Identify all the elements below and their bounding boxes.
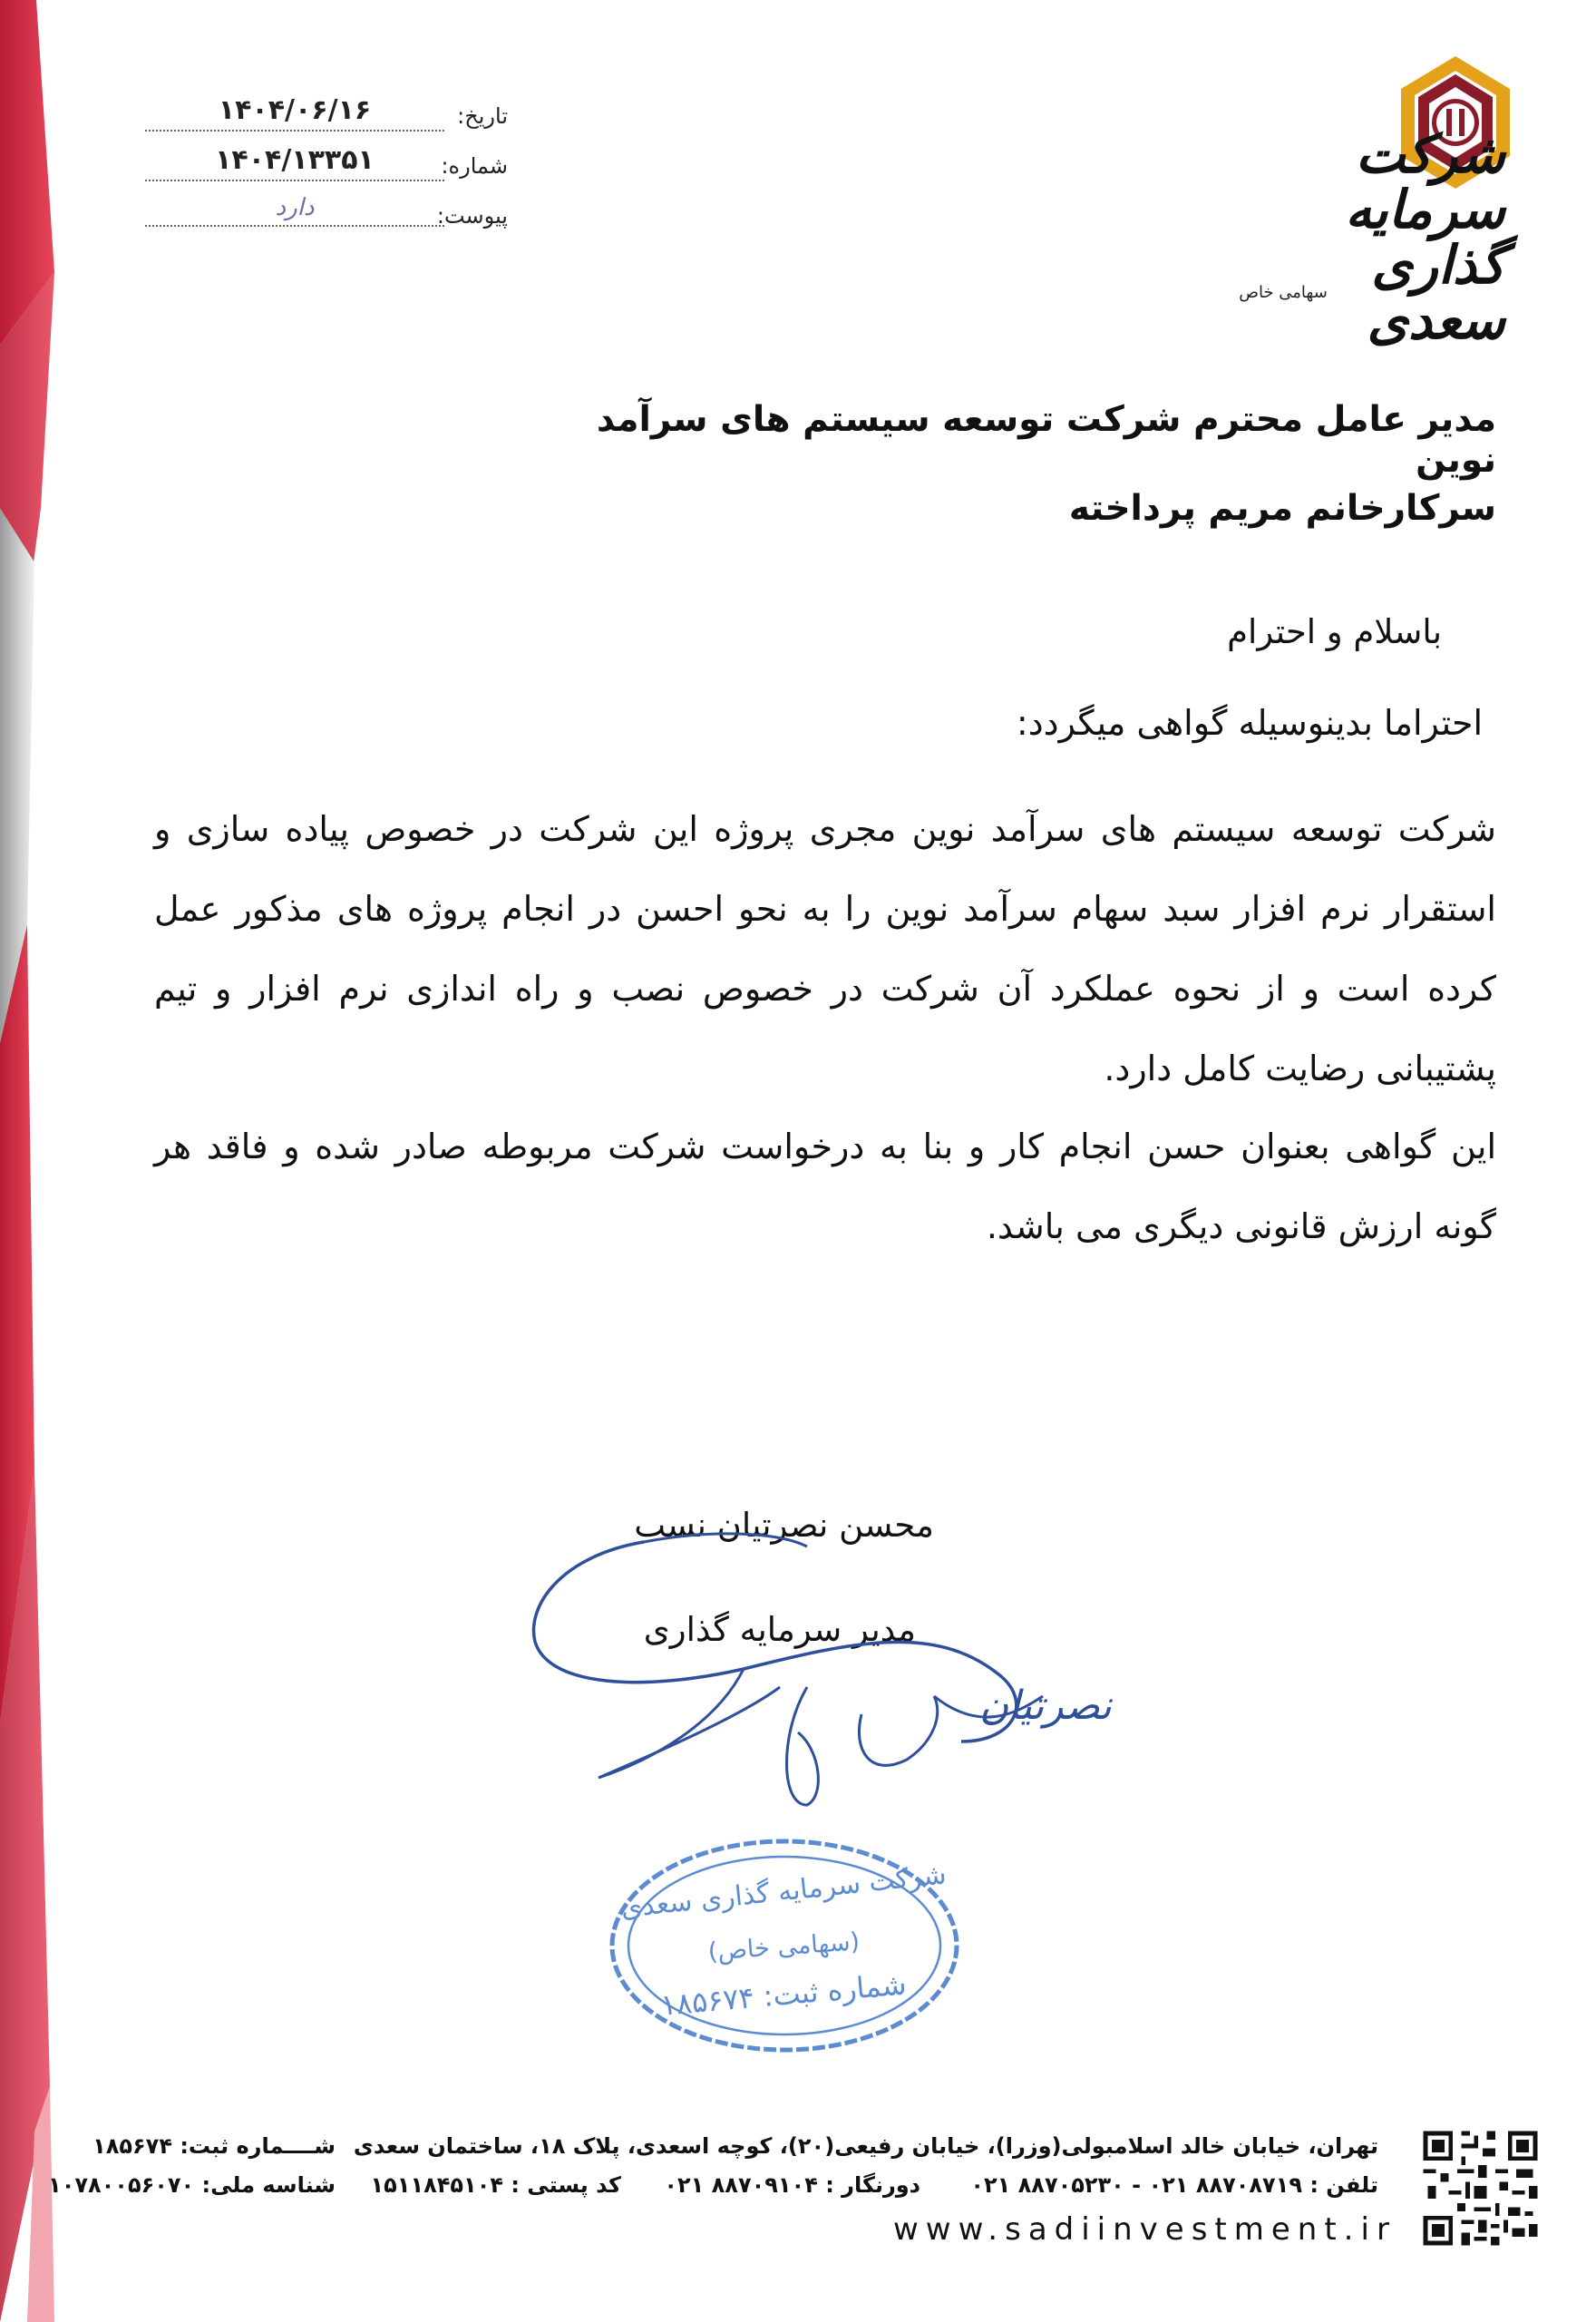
salutation: باسلام و احترام (1227, 612, 1442, 651)
footer-address: تهران، خیابان خالد اسلامبولی(وزرا)، خیابان رفیعی(۲۰)، کوچه اسعدی، پلاک ۱۸، ساختمان سعدی (353, 2133, 1378, 2159)
number-label: شماره: (441, 153, 508, 179)
attachment-row (127, 190, 508, 240)
signature-text: نصرتیان (979, 1683, 1112, 1729)
recipient-line-1: مدیر عامل محترم شرکت توسعه سیستم های سرآمد نوین (596, 399, 1496, 481)
stamp-line-3: شماره ثبت: ۱۸۵۶۷۴ (659, 1966, 908, 2023)
attachment-value: دارد (145, 194, 444, 227)
number-value: ۱۴۰۴/۱۳۳۵۱ (145, 144, 444, 181)
date-value: ۱۴۰۴/۰۶/۱۶ (145, 94, 444, 132)
signer-name: محسن نصرتیان نسب (634, 1506, 934, 1545)
signer-title: مدیر سرمایه گذاری (643, 1610, 916, 1649)
company-logo-text: شرکت سرمایه گذاری سعدی (1345, 123, 1505, 351)
date-row (127, 91, 508, 141)
body-paragraph-1: شرکت توسعه سیستم های سرآمد نوین مجری پروژه این شرکت در خصوص پیاده سازی و استقرار نرم افزار سبد سهام سرآمد نوین را به نحو احسن در انجام پروژه های مذکور عمل کرده است و از نحوه عملکرد آن شرکت در خصوص نصب و راه اندازی نرم افزار و تیم پشتیبانی رضایت کامل دارد. (154, 809, 1496, 1088)
body-paragraph-2: این گواهی بعنوان حسن انجام کار و بنا به درخواست شرکت مربوطه صادر شده و فاقد هر گونه ارزش قانونی دیگری می باشد. (154, 1127, 1496, 1246)
footer-registration: شــــماره ثبت: ۱۸۵۶۷۴ (92, 2133, 336, 2159)
footer-website[interactable]: www.sadiinvestment.ir (893, 2211, 1396, 2248)
recipient-line-2: سرکارخانم مریم پرداخته (1068, 488, 1496, 529)
stamp-line-2: (سهامی خاص) (706, 1927, 861, 1966)
handwritten-signature (508, 1506, 1143, 1814)
company-stamp (603, 1832, 966, 2059)
number-row (127, 141, 508, 190)
stamp-line-1: شرکت سرمایه گذاری سعدی (618, 1859, 949, 1925)
footer-fax: دورنگار : ۸۸۷۰۹۱۰۴ ۰۲۱ (664, 2172, 920, 2198)
qr-code-icon (1419, 2127, 1542, 2249)
footer-postal: کد پستی : ۱۵۱۱۸۴۵۱۰۴ (370, 2172, 621, 2198)
footer-national-id: شناسه ملی: ۱۰۷۸۰۰۵۶۰۷۰ (48, 2172, 336, 2198)
attachment-label: پیوست: (436, 203, 508, 229)
company-type: سهامی خاص (1239, 283, 1328, 302)
date-label: تاریخ: (457, 103, 508, 129)
footer-phone: تلفن : ۸۸۷۰۸۷۱۹ ۰۲۱ - ۸۸۷۰۵۲۳۰ ۰۲۱ (970, 2172, 1378, 2198)
intro-line: احتراما بدینوسیله گواهی میگردد: (1016, 703, 1483, 743)
letter-meta (127, 91, 508, 240)
